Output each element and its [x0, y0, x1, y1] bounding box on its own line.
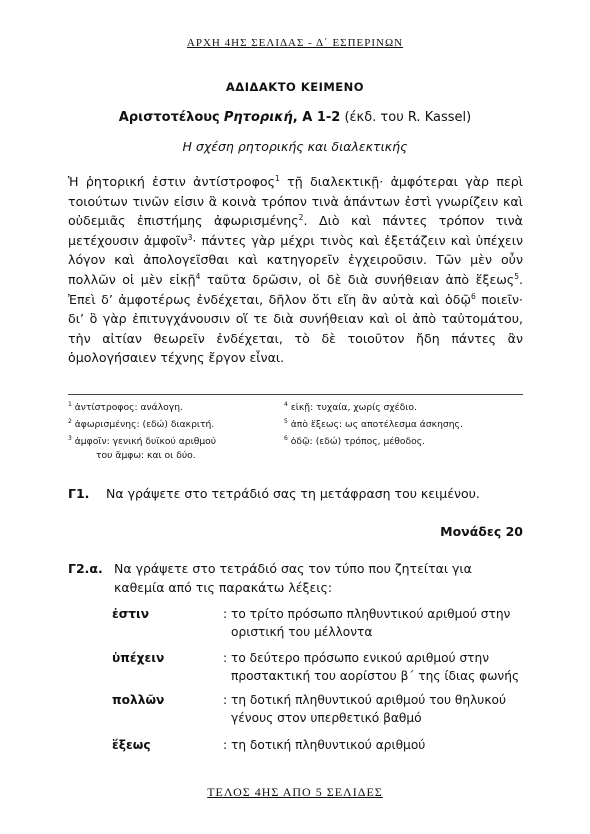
page-header: ΑΡΧΗ 4ΗΣ ΣΕΛΙΔΑΣ - Δ΄ ΕΣΠΕΡΙΝΩΝ [186, 37, 404, 49]
passage-text: ποιεῖν· δι’ ὃ γὰρ ἐπιτυγχάνουσιν οἵ τε διὰ συνήθειαν καὶ οἱ ἀπὸ ταὐτομάτου, τὴν αἰτίαν θεωρεῖν ἐνδέχεται, τὸ δὲ τοιοῦτον ἤδη πάντες ἂν ὁμολογήσαιεν τέχνης ἔργον εἶναι. [68, 291, 523, 366]
footnote-item: $^5$ ἀπὸ ἕξεως: ως αποτέλεσμα άσκησης. [284, 418, 463, 431]
word-description: το τρίτο πρόσωπο πληθυντικού αριθμού στην οριστική του μέλλοντα [231, 607, 511, 639]
footnotes-left [68, 398, 280, 463]
ancient-greek-passage [68, 172, 523, 368]
question-points: Μονάδες 20 [440, 524, 523, 539]
title-work: Ρητορική [223, 110, 293, 125]
footnote-ref: 3 [187, 232, 193, 242]
word-description: το δεύτερο πρόσωπο ενικού αριθμού στην προστακτική του αορίστου β΄ της ίδιας φωνής [231, 651, 520, 683]
footnotes-right [284, 398, 524, 449]
word-description: τη δοτική πληθυντικού αριθμού [231, 738, 426, 752]
text-title [0, 110, 590, 125]
section-label: ΑΔΙΔΑΚΤΟ ΚΕΙΜΕΝΟ [225, 80, 365, 94]
footnote-item: $^3$ ἀμφοῖν: γενική δυϊκού αριθμού του ἄμφω: και οι δύο. [68, 435, 217, 462]
footnote-ref: 4 [195, 271, 201, 281]
word-term: ὑπέχειν [112, 651, 165, 665]
footnote-item: $^1$ ἀντίστροφος: ανάλογη. [68, 401, 183, 414]
footnote-item: $^2$ ἀφωρισμένης: (εδώ) διακριτή. [68, 418, 215, 431]
question-text: Να γράψετε στο τετράδιό σας τον τύπο που ζητείται για καθεμία από τις παρακάτω λέξεις: [114, 561, 472, 595]
footnote-ref: 1 [275, 173, 280, 183]
text-subtitle: Η σχέση ρητορικής και διαλεκτικής [182, 139, 408, 154]
footnote-ref: 6 [471, 291, 476, 301]
page-footer: ΤΕΛΟΣ 4ΗΣ ΑΠΟ 5 ΣΕΛΙΔΕΣ [207, 785, 383, 799]
footnote-ref: 5 [514, 271, 519, 281]
word-term: πολλῶν [112, 693, 165, 707]
passage-text: τῇ διαλεκτικῇ· ἀμφότεραι γὰρ περὶ τοιούτων τινῶν εἰσιν ἃ κοινὰ τρόπον τινὰ ἁπάντων ἐστὶ γνωρίζειν καὶ οὐδεμιᾶς ἐπιστήμης ἀφωρισμένης [68, 174, 524, 229]
footnote-item: $^4$ εἰκῇ: τυχαία, χωρίς σχέδιο. [284, 401, 417, 414]
word-term: ἕξεως [112, 738, 151, 752]
word-description: τη δοτική πληθυντικού αριθμού του θηλυκού γένους στον υπερθετικό βαθμό [231, 693, 507, 725]
title-author: Αριστοτέλους [118, 110, 220, 125]
passage-text: ταῦτα δρῶσιν, οἱ δὲ διὰ συνήθειαν ἀπὸ ἕξεως [200, 271, 515, 287]
footnote-ref: 2 [298, 213, 304, 222]
passage-text: . Διὸ καὶ πάντες τρόπον τινὰ μετέχουσιν ἀμφοῖν [68, 213, 523, 248]
passage-text: · πάντες γὰρ μέχρι τινὸς καὶ ἐξετάζειν καὶ ὑπέχειν λόγον καὶ ἀπολογεῖσθαι καὶ κατηγορεῖν ἐγχειροῦσιν. Τῶν μὲν οὖν πολλῶν οἱ μὲν εἰκῇ [68, 232, 523, 287]
passage-text: . Ἐπεὶ δ’ ἀμφοτέρως ἐνδέχεται, δῆλον ὅτι εἴη ἂν αὐτὰ καὶ ὁδῷ [68, 271, 523, 307]
title-edition: (έκδ. του R. Kassel) [344, 110, 472, 125]
question-text: Να γράψετε στο τετράδιό σας τη μετάφραση του κειμένου. [106, 486, 480, 501]
footnote-item: $^6$ ὁδῷ: (εδώ) τρόπος, μέθοδος. [284, 435, 426, 448]
footnote-divider [68, 394, 523, 395]
title-ref: , Α 1-2 [292, 110, 341, 125]
passage-text: Ἡ ῥητορική ἐστιν ἀντίστροφος [68, 174, 276, 189]
word-term: ἐστιν [112, 607, 150, 621]
question-number: Γ1. [68, 486, 90, 501]
question-number: Γ2.α. [68, 561, 103, 576]
